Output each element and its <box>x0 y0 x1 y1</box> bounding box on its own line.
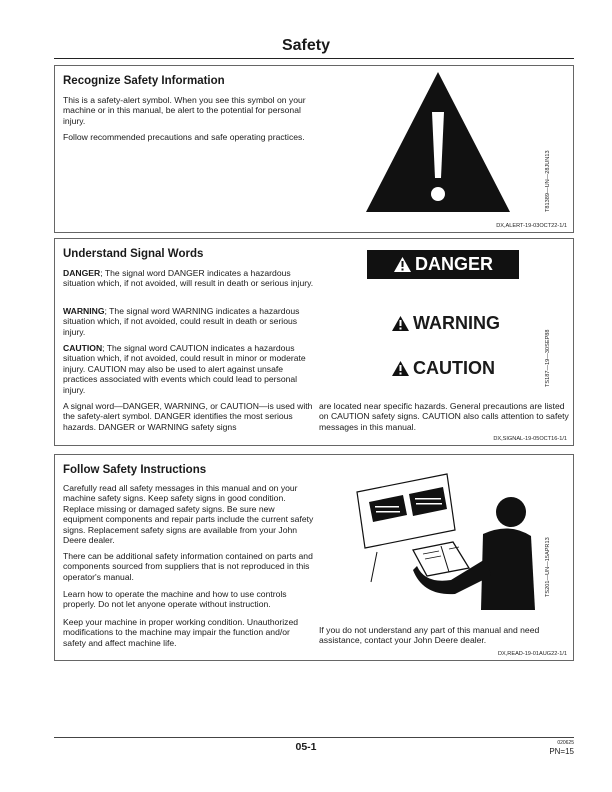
warning-alert-icon <box>391 315 410 332</box>
paragraph: Carefully read all safety messages in this manual and on your machine safety signs. Keep safety signs in good condition. Replace missing or damaged safety signs. Be sure new equipment components and repair parts include the current safety signs. Replacement safety signs are available from your John Deere dealer. <box>63 483 314 546</box>
warning-paragraph <box>63 306 315 337</box>
reference-code: DX,ALERT-19-03OCT22-1/1 <box>496 223 567 229</box>
paragraph: Keep your machine in proper working condition. Unauthorized modifications to the machine may impair the function and/or safety and affect machine life. <box>63 617 299 648</box>
safety-alert-triangle-icon <box>362 68 514 216</box>
danger-text: ; The signal word DANGER indicates a hazardous situation which, if not avoided, will result in death or serious injury. <box>63 268 314 289</box>
paragraph: are located near specific hazards. General precautions are listed on CAUTION safety signs. CAUTION also calls attention to safety messages in this manual. <box>319 401 569 432</box>
warning-text: ; The signal word WARNING indicates a hazardous situation which, if not avoided, could result in death or serious injury. <box>63 306 300 337</box>
warning-sign <box>391 313 500 334</box>
image-code: TS201—UN—15APR13 <box>545 537 551 597</box>
danger-sign <box>367 250 519 279</box>
danger-term: DANGER <box>63 268 101 278</box>
title-rule <box>54 58 574 59</box>
caution-paragraph <box>63 343 315 395</box>
caution-text: ; The signal word CAUTION indicates a hazardous situation which, if not avoided, could result in minor or moderate injury. CAUTION may also be used to alert against unsafe practices associated with events which could lead to personal injury. <box>63 343 306 395</box>
page-number: 05-1 <box>295 741 317 753</box>
image-code: TS187—19—30SEP88 <box>545 329 551 387</box>
section-follow-instructions <box>54 454 574 661</box>
section-heading: Follow Safety Instructions <box>63 464 207 476</box>
caution-alert-icon <box>391 360 410 377</box>
image-code: T81389—UN—28JUN13 <box>545 150 551 212</box>
section-signal-words <box>54 238 574 446</box>
danger-paragraph <box>63 268 315 289</box>
section-heading: Understand Signal Words <box>63 248 204 260</box>
caution-sign <box>391 358 495 379</box>
page-title: Safety <box>281 37 331 54</box>
paragraph: This is a safety-alert symbol. When you see this symbol on your machine or in this manual, be alert to the potential for personal injury. <box>63 95 306 126</box>
caution-sign-label: CAUTION <box>413 358 495 378</box>
reference-code: DX,SIGNAL-19-05OCT16-1/1 <box>493 436 567 442</box>
section-heading: Recognize Safety Information <box>63 75 225 87</box>
danger-sign-label: DANGER <box>414 254 493 274</box>
caution-term: CAUTION <box>63 343 103 353</box>
paragraph: If you do not understand any part of this manual and need assistance, contact your John Deere dealer. <box>319 625 540 646</box>
paragraph: A signal word—DANGER, WARNING, or CAUTION—is used with the safety-alert symbol. DANGER identifies the most serious hazards. DANGER or WARNING safety signs <box>63 401 313 432</box>
reference-code: DX,READ-19-01AUG22-1/1 <box>497 651 567 657</box>
footer-rule <box>54 737 574 738</box>
paragraph: Learn how to operate the machine and how to use controls properly. Do not let anyone operate without instruction. <box>63 589 287 610</box>
warning-sign-label: WARNING <box>413 313 500 333</box>
paragraph: Follow recommended precautions and safe operating practices. <box>63 132 305 142</box>
footer-pn: PN=15 <box>549 747 574 756</box>
warning-term: WARNING <box>63 306 105 316</box>
danger-alert-icon <box>393 256 412 273</box>
paragraph: There can be additional safety information contained on parts and components sourced from suppliers that is not reproduced in this operator's manual. <box>63 551 313 582</box>
section-recognize-safety <box>54 65 574 233</box>
operator-reading-manual-illustration <box>351 472 541 612</box>
footer-code: 020625 <box>557 740 574 746</box>
